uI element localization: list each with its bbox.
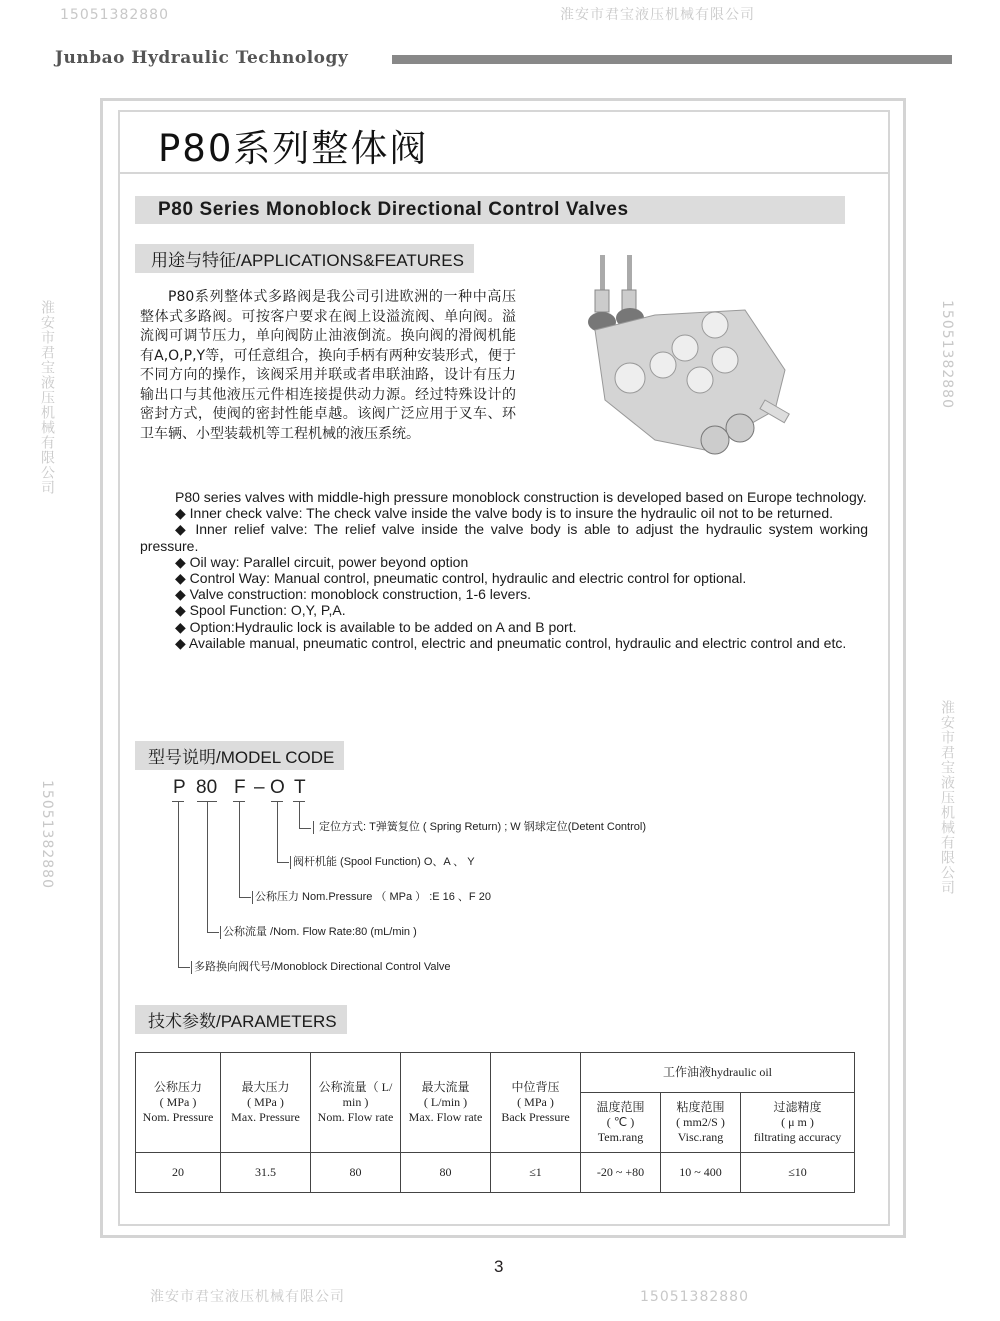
table-cell: 31.5 (221, 1153, 311, 1193)
table-cell: 80 (401, 1153, 491, 1193)
features-en-block (140, 489, 868, 651)
parameters-table (135, 1052, 855, 1193)
feature-text: Spool Function: O,Y, P,A. (189, 602, 346, 619)
bullet-diamond-icon: ◆ (175, 618, 186, 635)
feature-text: Available manual, pneumatic control, electric and pneumatic control, hydraulic and electric control and etc. (188, 634, 847, 651)
feature-item (140, 554, 868, 570)
tree-line (299, 828, 311, 829)
table-cell: 80 (311, 1153, 401, 1193)
model-code-letter: T (294, 777, 306, 798)
feature-text: Inner relief valve: The relief valve inside the valve body is able to adjust the hydraulic system working pressure. (140, 521, 868, 554)
header-bar (392, 55, 952, 64)
tree-line (178, 967, 190, 968)
tree-line (277, 862, 289, 863)
header-unit: ( MPa ) (247, 1095, 284, 1109)
column-header (221, 1053, 311, 1153)
valve-product-image (585, 250, 805, 455)
model-code-letter: 80 (196, 777, 218, 798)
header-en: Tem.rang (597, 1130, 644, 1144)
table-cell: 20 (136, 1153, 221, 1193)
feature-item (140, 586, 868, 602)
table-cell: 10 ~ 400 (661, 1153, 741, 1193)
bullet-diamond-icon: ◆ (175, 505, 186, 522)
title-divider (118, 172, 888, 174)
column-header (581, 1093, 661, 1153)
watermark-phone: 15051382880 (939, 300, 955, 409)
header-en: Nom. Pressure (142, 1110, 214, 1124)
feature-text: Option:Hydraulic lock is available to be added on A and B port. (189, 618, 577, 635)
model-code-row (173, 777, 310, 799)
watermark-company: 淮安市君宝液压机械有限公司 (150, 1289, 345, 1305)
header-cn: 公称流量（ L/ (318, 1080, 393, 1094)
header-unit: ( MPa ) (517, 1095, 554, 1109)
tree-line (207, 801, 208, 932)
tree-line (299, 801, 300, 828)
feature-item (140, 521, 868, 553)
column-header (311, 1053, 401, 1153)
column-header (491, 1053, 581, 1153)
model-code-letter: P (173, 777, 186, 798)
feature-item (140, 505, 868, 521)
header-cn: 过滤精度 (773, 1100, 822, 1114)
feature-text: Oil way: Parallel circuit, power beyond option (189, 553, 469, 570)
bullet-diamond-icon: ◆ (175, 521, 189, 538)
watermark-phone: 15051382880 (39, 780, 55, 889)
table-cell: ≤10 (741, 1153, 855, 1193)
column-header (136, 1053, 221, 1153)
table-row (136, 1153, 855, 1193)
feature-item (140, 635, 868, 651)
section-heading-model-code: 型号说明/MODEL CODE (135, 741, 344, 770)
section-heading-applications: 用途与特征/APPLICATIONS&FEATURES (135, 244, 474, 273)
header-cn: 最大压力 (241, 1080, 290, 1094)
feature-text: Control Way: Manual control, pneumatic control, hydraulic and electric control for optional. (189, 570, 747, 587)
applications-cn-paragraph: P80系列整体式多路阀是我公司引进欧洲的一种中高压整体式多路阀。可按客户要求在阀上设溢流阀、单向阀。溢流阀可调节压力，单向阀防止油液倒流。换向阀的滑阀机能有A,O,P,Y等，可任意组合，换向手柄有两种安装形式，便于不同方向的操作，该阀采用并联或者串联油路，设计有压力输出口与其他液压元件相连接提供动力源。经过特殊设计的密封方式，使阀的密封性能卓越。该阀广泛应用于叉车、环卫车辆、小型装载机等工程机械的液压系统。 (140, 289, 516, 442)
header-cn: 温度范围 (596, 1100, 645, 1114)
group-header-hydraulic-oil: 工作油液hydraulic oil (581, 1053, 855, 1093)
header-unit: ( mm2/S ) (676, 1115, 725, 1129)
column-header (741, 1093, 855, 1153)
column-header (401, 1053, 491, 1153)
page-title: P80系列整体阀 (158, 127, 429, 170)
bullet-diamond-icon: ◆ (175, 553, 186, 570)
header-unit: ( L/min ) (423, 1095, 468, 1109)
page-number: 3 (494, 1257, 504, 1276)
model-code-label-valve: 多路换向阀代号/Monoblock Directional Control Valve (191, 961, 451, 974)
feature-item (140, 619, 868, 635)
model-code-letter: – (254, 777, 265, 798)
tree-line (207, 932, 219, 933)
tree-line (277, 801, 278, 862)
header-en: Max. Pressure (231, 1110, 300, 1124)
header-unit: ( ℃ ) (606, 1115, 635, 1129)
bullet-diamond-icon: ◆ (175, 586, 186, 603)
model-code-label-positioning: 定位方式: T弹簧复位 ( Spring Return) ; W 钢球定位(Detent Control) (313, 821, 646, 834)
feature-item (140, 602, 868, 618)
header-cn: 公称压力 (153, 1080, 202, 1094)
watermark-company: 淮安市君宝液压机械有限公司 (939, 700, 955, 895)
header-en: Visc.rang (677, 1130, 724, 1144)
model-code-label-flow: 公称流量 /Nom. Flow Rate:80 (mL/min ) (220, 926, 417, 939)
watermark-phone: 15051382880 (60, 7, 169, 23)
header-cn: 粘度范围 (676, 1100, 725, 1114)
header-unit: ( μ m ) (781, 1115, 814, 1129)
table-cell: ≤1 (491, 1153, 581, 1193)
section-heading-parameters: 技术参数/PARAMETERS (135, 1005, 347, 1034)
table-cell: -20 ~ +80 (581, 1153, 661, 1193)
model-code-letter: O (270, 777, 285, 798)
model-code-label-spool: 阀杆机能 (Spool Function) O、A 、 Y (290, 856, 475, 869)
header-cn: 中位背压 (511, 1080, 560, 1094)
feature-item (140, 570, 868, 586)
header-en: Back Pressure (501, 1110, 570, 1124)
bullet-diamond-icon: ◆ (175, 602, 186, 619)
watermark-company: 淮安市君宝液压机械有限公司 (39, 300, 55, 495)
header-unit: min ) (342, 1095, 369, 1109)
model-code-label-pressure: 公称压力 Nom.Pressure （ MPa ） :E 16 、F 20 (252, 891, 491, 904)
feature-text: Valve construction: monoblock construction, 1-6 levers. (189, 586, 532, 603)
header-unit: ( MPa ) (159, 1095, 197, 1109)
brand-logo-text: Junbao Hydraulic Technology (55, 48, 349, 68)
bullet-diamond-icon: ◆ (175, 570, 186, 587)
feature-text: Inner check valve: The check valve inside the valve body is to insure the hydraulic oil not to be returned. (189, 505, 833, 522)
header-en: filtrating accuracy (753, 1130, 842, 1144)
column-header (661, 1093, 741, 1153)
header-en: Max. Flow rate (408, 1110, 483, 1124)
header-cn: 最大流量 (421, 1080, 470, 1094)
tree-line (239, 801, 240, 897)
watermark-company: 淮安市君宝液压机械有限公司 (560, 7, 755, 23)
bullet-diamond-icon: ◆ (175, 634, 186, 651)
series-title: P80 Series Monoblock Directional Control Valves (158, 199, 629, 220)
tree-line (178, 801, 179, 967)
header-en: Nom. Flow rate (317, 1110, 394, 1124)
model-code-letter: F (234, 777, 246, 798)
tree-line (239, 897, 251, 898)
watermark-phone: 15051382880 (640, 1289, 749, 1305)
features-intro: P80 series valves with middle-high pressure monoblock construction is developed based on Europe technology. (175, 489, 867, 505)
